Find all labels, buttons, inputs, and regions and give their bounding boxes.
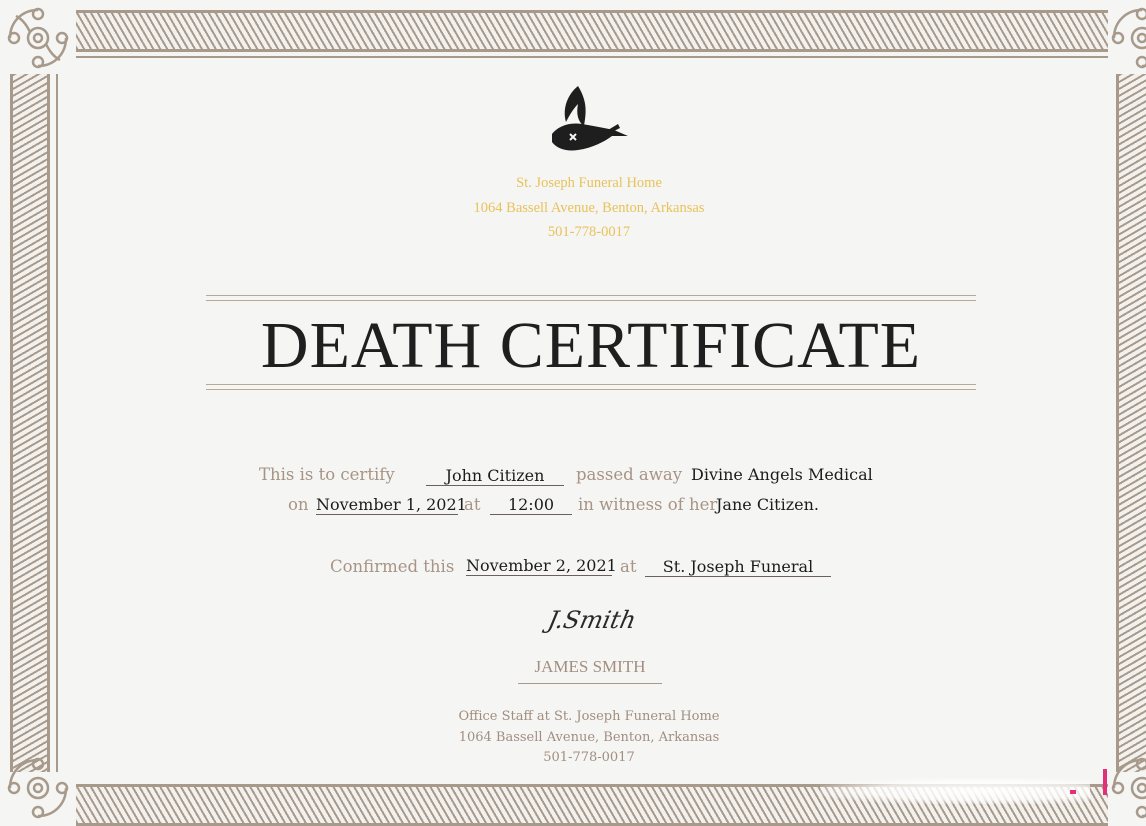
witness-label: in witness of her — [578, 495, 718, 514]
passed-away-label: passed away — [576, 465, 683, 484]
death-time-field: 12:00 — [490, 495, 572, 515]
top-right-corner-icon — [1106, 2, 1146, 74]
on-label: on — [288, 495, 309, 514]
edge-marker-dot — [1070, 790, 1076, 794]
footer-address: 1064 Bassell Avenue, Benton, Arkansas — [458, 730, 720, 745]
top-left-corner-icon — [2, 2, 74, 74]
death-date-field: November 1, 2021 — [316, 495, 467, 514]
top-inner-line — [76, 56, 1108, 58]
place-field: Divine Angels Medical — [691, 465, 873, 484]
org-phone: 501-778-0017 — [547, 224, 631, 240]
at-label: at — [464, 495, 481, 514]
org-name: St. Joseph Funeral Home — [516, 175, 662, 191]
witness-name-field: Jane Citizen. — [716, 495, 820, 514]
confirmed-at-label: at — [620, 557, 637, 576]
confirmed-location-field: St. Joseph Funeral — [645, 557, 831, 577]
title-rule-bottom-2 — [206, 389, 976, 390]
deceased-name-field: John Citizen — [426, 466, 564, 486]
edge-marker — [1103, 769, 1107, 795]
footer-phone: 501-778-0017 — [543, 750, 635, 765]
signer-name: JAMES SMITH — [518, 657, 662, 684]
certify-label: This is to certify — [259, 465, 395, 484]
title-rule-bottom — [206, 384, 976, 385]
page-title: DEATH CERTIFICATE — [260, 309, 922, 382]
org-address: 1064 Bassell Avenue, Benton, Arkansas — [473, 200, 705, 216]
confirmed-label: Confirmed this — [330, 557, 455, 576]
dove-icon — [548, 84, 632, 158]
confirmed-date-field: November 2, 2021 — [466, 556, 617, 575]
signature: J.Smith — [545, 606, 639, 634]
signer-role: Office Staff at St. Joseph Funeral Home — [458, 709, 720, 724]
title-rule-top-2 — [206, 300, 976, 301]
top-border — [76, 10, 1108, 52]
watermark-smudge — [820, 778, 1090, 804]
title-rule-top — [206, 295, 976, 296]
